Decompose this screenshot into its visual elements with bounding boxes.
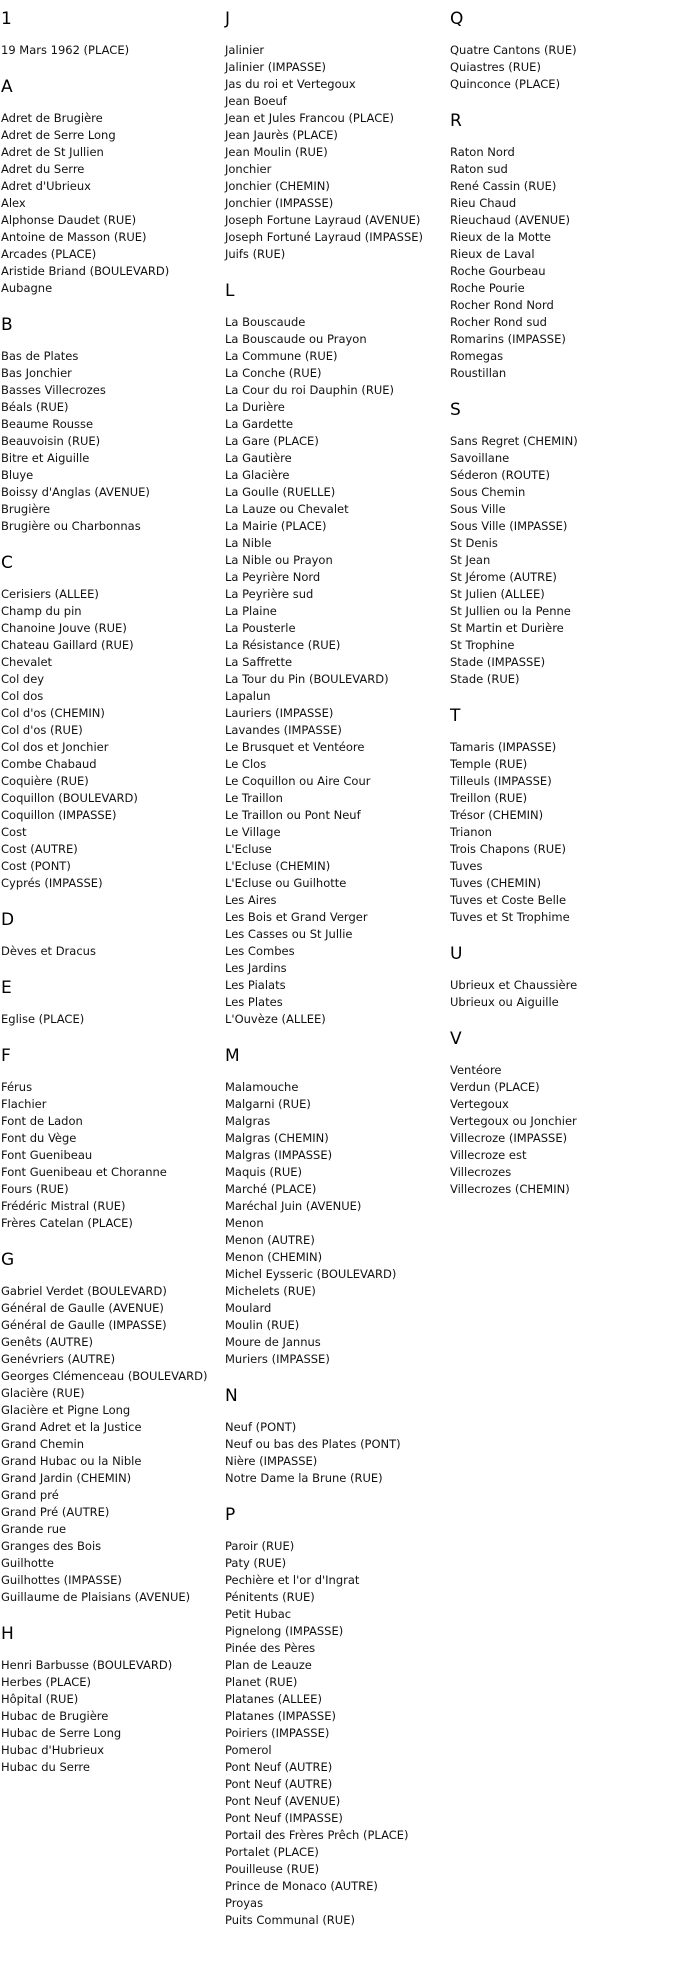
street-name: Les Combes [225,944,295,958]
street-name: Platanes (ALLEE) [225,1692,322,1706]
section-letter-heading: B [1,315,13,335]
street-name: Maréchal Juin (AVENUE) [225,1199,362,1213]
street-list [449,977,671,1011]
letter-section [224,280,446,1028]
street-name: Brugière ou Charbonnas [1,519,141,533]
street-name: Coquillon (IMPASSE) [1,808,117,822]
section-letter-heading: E [1,978,12,998]
street-name: Col dey [1,672,45,686]
street-name: Michel Eysseric (BOULEVARD) [225,1267,397,1281]
street-name: La Saffrette [225,655,293,669]
street-name: Font Guenibeau [1,1148,93,1162]
street-name: Chevalet [1,655,53,669]
street-name: Nière (IMPASSE) [225,1454,318,1468]
street-name: Adret de Serre Long [1,128,116,142]
street-name: Frédéric Mistral (RUE) [1,1199,126,1213]
street-name: Dèves et Dracus [1,944,96,958]
street-name: Lapalun [225,689,271,703]
street-name: Guilhottes (IMPASSE) [1,1573,122,1587]
street-list [0,1079,222,1232]
street-name: Col dos et Jonchier [1,740,109,754]
street-name: Eglise (PLACE) [1,1012,85,1026]
street-name: Flachier [1,1097,47,1111]
street-name: Romarins (IMPASSE) [450,332,566,346]
street-name: Basses Villecrozes [1,383,106,397]
street-name: Grand Hubac ou la Nible [1,1454,142,1468]
street-name: Le Village [225,825,281,839]
street-name: Prince de Monaco (AUTRE) [225,1879,378,1893]
street-name: Jean Boeuf [225,94,287,108]
street-name: Grand Adret et la Justice [1,1420,142,1434]
section-letter-heading: G [1,1250,15,1270]
street-name: Quiastres (RUE) [450,60,541,74]
street-name: Puits Communal (RUE) [225,1913,355,1927]
letter-section [0,552,222,892]
street-name: Michelets (RUE) [225,1284,316,1298]
street-name: La Lauze ou Chevalet [225,502,349,516]
street-name: La Bouscaude [225,315,306,329]
street-name: Jean et Jules Francou (PLACE) [225,111,394,125]
street-name: Font de Ladon [1,1114,83,1128]
street-name: Menon [225,1216,264,1230]
street-name: Menon (AUTRE) [225,1233,315,1247]
street-name: Savoillane [450,451,510,465]
street-name: Glacière (RUE) [1,1386,85,1400]
street-name: St Martin et Durière [450,621,564,635]
street-name: Pouilleuse (RUE) [225,1862,320,1876]
letter-section [0,977,222,1028]
street-name: Pignelong (IMPASSE) [225,1624,344,1638]
street-name: Général de Gaulle (AVENUE) [1,1301,164,1315]
street-name: Trianon [450,825,492,839]
street-list [224,1079,446,1368]
letter-section [224,1504,446,1929]
street-name: Plan de Leauze [225,1658,312,1672]
street-name: La Cour du roi Dauphin (RUE) [225,383,395,397]
street-name: Béals (RUE) [1,400,69,414]
street-name: Aristide Briand (BOULEVARD) [1,264,170,278]
street-name: Coquillon (BOULEVARD) [1,791,138,805]
letter-section [0,1249,222,1606]
street-name: Pont Neuf (AUTRE) [225,1777,333,1791]
street-name: St Julien (ALLEE) [450,587,545,601]
street-name: Adret du Serre [1,162,85,176]
street-name: Pont Neuf (IMPASSE) [225,1811,343,1825]
street-list [0,1011,222,1028]
street-name: Malamouche [225,1080,299,1094]
street-name: Poiriers (IMPASSE) [225,1726,330,1740]
street-name: Trésor (CHEMIN) [450,808,544,822]
street-name: Général de Gaulle (IMPASSE) [1,1318,167,1332]
street-name: Quinconce (PLACE) [450,77,561,91]
street-list [449,1062,671,1198]
street-name: St Jérome (AUTRE) [450,570,557,584]
street-name: Grande rue [1,1522,67,1536]
street-name: Hubac du Serre [1,1760,90,1774]
street-name: Guillaume de Plaisians (AVENUE) [1,1590,191,1604]
letter-section [449,110,671,382]
street-name: Cost (AUTRE) [1,842,78,856]
street-name: Chateau Gaillard (RUE) [1,638,134,652]
street-list [0,586,222,892]
street-name: Jas du roi et Vertegoux [225,77,356,91]
section-letter-heading: P [225,1505,236,1525]
street-name: Grand Chemin [1,1437,85,1451]
street-name: La Gare (PLACE) [225,434,319,448]
street-list [0,1283,222,1606]
letter-section [449,8,671,93]
street-name: Tuves et St Trophime [450,910,570,924]
street-name: La Nible ou Prayon [225,553,333,567]
street-name: Font du Vège [1,1131,77,1145]
street-name: Bitre et Aiguille [1,451,90,465]
street-name: Cost (PONT) [1,859,71,873]
street-name: Les Bois et Grand Verger [225,910,368,924]
street-name: Les Plates [225,995,283,1009]
street-name: Jalinier [225,43,265,57]
street-name: Grand Pré (AUTRE) [1,1505,110,1519]
street-name: Le Brusquet et Ventéore [225,740,365,754]
street-name: Quatre Cantons (RUE) [450,43,577,57]
street-name: Hôpital (RUE) [1,1692,79,1706]
section-letter-heading: A [1,77,13,97]
street-name: L'Ecluse ou Guilhotte [225,876,347,890]
street-name: Rocher Rond Nord [450,298,554,312]
street-name: Malgras (IMPASSE) [225,1148,333,1162]
street-name: Ubrieux et Chaussière [450,978,578,992]
section-letter-heading: T [450,706,461,726]
street-name: Trois Chapons (RUE) [450,842,566,856]
street-name: La Gardette [225,417,294,431]
street-name: La Commune (RUE) [225,349,338,363]
street-list [449,144,671,382]
street-name: Hubac d'Hubrieux [1,1743,105,1757]
street-name: Vertegoux [450,1097,509,1111]
section-letter-heading: N [225,1386,238,1406]
street-name: Col d'os (CHEMIN) [1,706,105,720]
street-name: Malgras [225,1114,271,1128]
street-name: Pinée des Pères [225,1641,316,1655]
street-name: St Denis [450,536,498,550]
street-name: Adret de St Jullien [1,145,104,159]
street-name: Jonchier (IMPASSE) [225,196,334,210]
street-name: Villecrozes [450,1165,512,1179]
street-name: Malgarni (RUE) [225,1097,311,1111]
street-name: Le Traillon ou Pont Neuf [225,808,361,822]
street-name: La Peyrière Nord [225,570,321,584]
street-name: Georges Clémenceau (BOULEVARD) [1,1369,208,1383]
street-name: Proyas [225,1896,264,1910]
street-name: Tamaris (IMPASSE) [450,740,557,754]
street-list [0,42,222,59]
street-name: Henri Barbusse (BOULEVARD) [1,1658,173,1672]
street-name: Roustillan [450,366,507,380]
street-name: Chanoine Jouve (RUE) [1,621,127,635]
street-name: Treillon (RUE) [450,791,528,805]
street-name: Raton sud [450,162,508,176]
street-name: Jalinier (IMPASSE) [225,60,326,74]
street-name: Neuf ou bas des Plates (PONT) [225,1437,401,1451]
street-name: Adret de Brugière [1,111,103,125]
street-name: Gabriel Verdet (BOULEVARD) [1,1284,167,1298]
street-name: Genêts (AUTRE) [1,1335,94,1349]
street-name: Bluye [1,468,34,482]
street-name: Le Clos [225,757,267,771]
street-name: Ubrieux ou Aiguille [450,995,559,1009]
section-letter-heading: S [450,400,461,420]
street-list [0,1657,222,1776]
street-name: Pechière et l'or d'Ingrat [225,1573,360,1587]
street-name: Menon (CHEMIN) [225,1250,323,1264]
letter-section [0,8,222,59]
street-name: Grand Jardin (CHEMIN) [1,1471,132,1485]
street-name: Moulard [225,1301,272,1315]
section-letter-heading: F [1,1046,11,1066]
section-letter-heading: D [1,910,15,930]
street-name: Rocher Rond sud [450,315,547,329]
street-name: Granges des Bois [1,1539,102,1553]
section-letter-heading: R [450,111,462,131]
street-name: Petit Hubac [225,1607,292,1621]
street-name: Tuves et Coste Belle [450,893,567,907]
street-list [0,348,222,535]
street-name: Jonchier [225,162,272,176]
street-index-column-3 [449,8,671,1198]
section-letter-heading: L [225,281,235,301]
street-name: Les Aires [225,893,277,907]
street-name: Adret d'Ubrieux [1,179,91,193]
street-name: Marché (PLACE) [225,1182,317,1196]
street-name: Lavandes (IMPASSE) [225,723,342,737]
letter-section [449,399,671,688]
street-name: Pénitents (RUE) [225,1590,315,1604]
street-name: Juifs (RUE) [225,247,286,261]
street-name: Pomerol [225,1743,272,1757]
section-letter-heading: J [225,9,231,29]
street-list [224,1419,446,1487]
street-name: La Glacière [225,468,290,482]
street-name: La Résistance (RUE) [225,638,341,652]
street-name: Sans Regret (CHEMIN) [450,434,578,448]
street-name: Alphonse Daudet (RUE) [1,213,137,227]
street-name: Jean Jaurès (PLACE) [225,128,338,142]
street-name: L'Ouvèze (ALLEE) [225,1012,326,1026]
street-name: Pont Neuf (AVENUE) [225,1794,341,1808]
street-name: Villecrozes (CHEMIN) [450,1182,570,1196]
street-name: Vertegoux ou Jonchier [450,1114,577,1128]
street-name: Joseph Fortuné Layraud (IMPASSE) [225,230,424,244]
street-name: Beaume Rousse [1,417,94,431]
street-list [449,739,671,926]
street-name: Paty (RUE) [225,1556,287,1570]
street-name: La Nible [225,536,272,550]
section-letter-heading: M [225,1046,240,1066]
street-name: La Goulle (RUELLE) [225,485,336,499]
street-list [0,943,222,960]
street-name: Villecroze (IMPASSE) [450,1131,568,1145]
street-name: René Cassin (RUE) [450,179,557,193]
street-name: L'Ecluse [225,842,272,856]
street-name: La Pousterle [225,621,296,635]
street-name: Alex [1,196,26,210]
street-name: Verdun (PLACE) [450,1080,540,1094]
street-name: Muriers (IMPASSE) [225,1352,330,1366]
street-name: Malgras (CHEMIN) [225,1131,329,1145]
letter-section [0,909,222,960]
street-name: La Mairie (PLACE) [225,519,327,533]
street-name: Romegas [450,349,504,363]
street-name: Tuves [450,859,483,873]
street-name: Sous Ville (IMPASSE) [450,519,568,533]
letter-section [0,76,222,297]
street-name: Tuves (CHEMIN) [450,876,541,890]
street-name: Platanes (IMPASSE) [225,1709,336,1723]
street-name: Grand pré [1,1488,59,1502]
letter-section [224,1385,446,1487]
street-name: Joseph Fortune Layraud (AVENUE) [225,213,421,227]
street-name: Glacière et Pigne Long [1,1403,131,1417]
section-letter-heading: U [450,944,463,964]
street-list [0,110,222,297]
street-name: Le Traillon [225,791,283,805]
street-name: Moure de Jannus [225,1335,321,1349]
street-name: Sous Ville [450,502,506,516]
street-name: La Peyrière sud [225,587,314,601]
street-name: Rieux de la Motte [450,230,551,244]
street-list [224,1538,446,1929]
street-name: Champ du pin [1,604,82,618]
street-name: Cost [1,825,27,839]
street-name: St Jean [450,553,491,567]
section-letter-heading: Q [450,9,464,29]
street-name: 19 Mars 1962 (PLACE) [1,43,130,57]
street-name: Les Casses ou St Jullie [225,927,353,941]
street-name: Jonchier (CHEMIN) [225,179,330,193]
street-name: Le Coquillon ou Aire Cour [225,774,371,788]
street-name: Lauriers (IMPASSE) [225,706,334,720]
street-name: Stade (IMPASSE) [450,655,546,669]
section-letter-heading: 1 [1,9,12,29]
letter-section [0,1045,222,1232]
street-name: Arcades (PLACE) [1,247,97,261]
street-name: Temple (RUE) [450,757,528,771]
street-name: Ventéore [450,1063,502,1077]
street-index-column-1 [0,8,222,1776]
street-name: Bas de Plates [1,349,79,363]
street-name: Rieuchaud (AVENUE) [450,213,570,227]
street-name: Portalet (PLACE) [225,1845,319,1859]
street-name: Herbes (PLACE) [1,1675,92,1689]
street-name: Hubac de Serre Long [1,1726,122,1740]
street-name: Notre Dame la Brune (RUE) [225,1471,383,1485]
street-name: Rieu Chaud [450,196,517,210]
street-name: Fours (RUE) [1,1182,69,1196]
section-letter-heading: H [1,1624,14,1644]
street-name: Jean Moulin (RUE) [225,145,328,159]
street-name: Coquière (RUE) [1,774,89,788]
street-name: St Jullien ou la Penne [450,604,571,618]
street-name: Tilleuls (IMPASSE) [450,774,552,788]
street-list [224,42,446,263]
street-name: Les Jardins [225,961,287,975]
street-name: Pont Neuf (AUTRE) [225,1760,333,1774]
street-name: Bas Jonchier [1,366,72,380]
street-name: Aubagne [1,281,53,295]
street-name: Cerisiers (ALLEE) [1,587,99,601]
street-index-column-2 [224,8,446,1929]
street-name: La Conche (RUE) [225,366,322,380]
street-name: Neuf (PONT) [225,1420,297,1434]
street-list [224,314,446,1028]
street-name: Guilhotte [1,1556,55,1570]
street-name: Les Pialats [225,978,286,992]
street-name: Maquis (RUE) [225,1165,303,1179]
street-list [449,42,671,93]
letter-section [449,943,671,1011]
street-name: Beauvoisin (RUE) [1,434,101,448]
street-name: La Gautière [225,451,292,465]
street-name: Boissy d'Anglas (AVENUE) [1,485,150,499]
street-name: Rieux de Laval [450,247,535,261]
street-name: Frères Catelan (PLACE) [1,1216,133,1230]
street-name: Roche Pourie [450,281,525,295]
letter-section [449,705,671,926]
street-name: Genévriers (AUTRE) [1,1352,116,1366]
street-name: Stade (RUE) [450,672,520,686]
letter-section [0,314,222,535]
street-name: Hubac de Brugière [1,1709,109,1723]
street-name: La Bouscaude ou Prayon [225,332,367,346]
street-name: Roche Gourbeau [450,264,546,278]
street-name: Antoine de Masson (RUE) [1,230,147,244]
letter-section [0,1623,222,1776]
street-name: La Tour du Pin (BOULEVARD) [225,672,389,686]
street-name: Portail des Frères Prêch (PLACE) [225,1828,409,1842]
street-name: Férus [1,1080,33,1094]
street-name: Planet (RUE) [225,1675,298,1689]
street-name: Col dos [1,689,44,703]
street-name: Moulin (RUE) [225,1318,300,1332]
street-name: Paroir (RUE) [225,1539,295,1553]
street-name: Brugière [1,502,51,516]
section-letter-heading: C [1,553,13,573]
street-name: Séderon (ROUTE) [450,468,550,482]
street-name: Raton Nord [450,145,515,159]
street-name: Cyprés (IMPASSE) [1,876,103,890]
street-name: Villecroze est [450,1148,527,1162]
street-name: Font Guenibeau et Choranne [1,1165,167,1179]
letter-section [224,1045,446,1368]
section-letter-heading: V [450,1029,462,1049]
street-name: Sous Chemin [450,485,526,499]
letter-section [224,8,446,263]
street-name: Col d'os (RUE) [1,723,83,737]
letter-section [449,1028,671,1198]
street-name: St Trophine [450,638,515,652]
street-name: Combe Chabaud [1,757,97,771]
street-name: L'Ecluse (CHEMIN) [225,859,331,873]
street-name: La Durière [225,400,285,414]
street-name: La Plaine [225,604,277,618]
street-list [449,433,671,688]
